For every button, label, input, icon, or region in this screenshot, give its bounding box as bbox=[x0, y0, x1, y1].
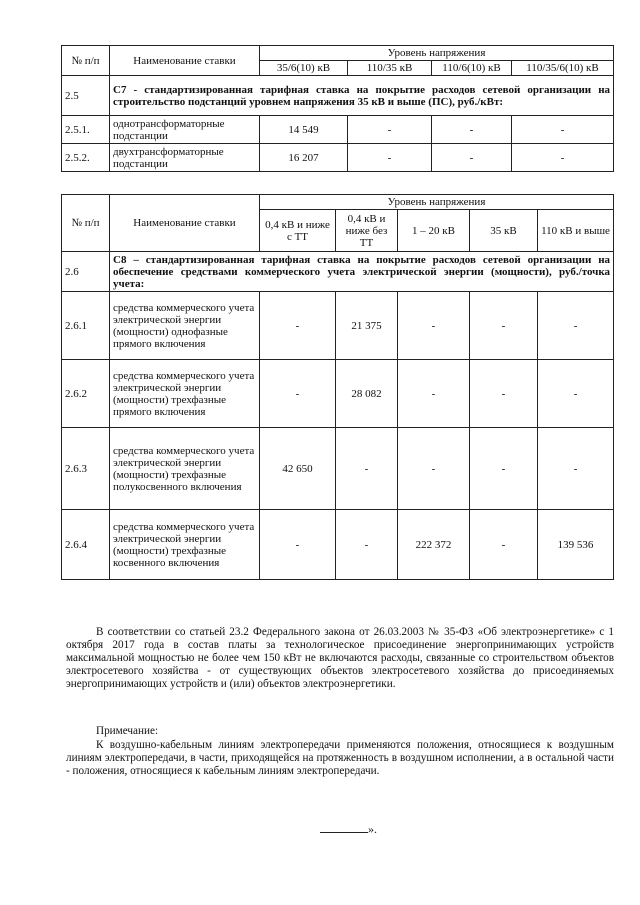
voltage-level: 35 кВ bbox=[470, 210, 538, 252]
row-value: - bbox=[538, 428, 614, 510]
voltage-level: 0,4 кВ и ниже без ТТ bbox=[336, 210, 398, 252]
row-value: 14 549 bbox=[260, 116, 348, 144]
row-name: средства коммерческого учета электрической энергии (мощности) трехфазные прямого включения bbox=[110, 360, 260, 428]
row-value: 16 207 bbox=[260, 144, 348, 172]
row-value: - bbox=[348, 144, 432, 172]
signature-line bbox=[320, 832, 368, 833]
row-number: 2.5.2. bbox=[62, 144, 110, 172]
voltage-level: 110 кВ и выше bbox=[538, 210, 614, 252]
row-value: - bbox=[336, 510, 398, 580]
tariff-table-c8 bbox=[61, 194, 614, 580]
col-header-name: Наименование ставки bbox=[110, 46, 260, 76]
row-value: - bbox=[470, 360, 538, 428]
table-row bbox=[62, 144, 614, 172]
row-number: 2.6.1 bbox=[62, 292, 110, 360]
table-row bbox=[62, 292, 614, 360]
closing-mark bbox=[320, 822, 377, 837]
voltage-level: 110/35 кВ bbox=[348, 61, 432, 76]
col-header-num: № п/п bbox=[62, 195, 110, 252]
row-value: - bbox=[538, 360, 614, 428]
table-row bbox=[62, 360, 614, 428]
row-number: 2.6.4 bbox=[62, 510, 110, 580]
row-value: - bbox=[260, 510, 336, 580]
row-value: - bbox=[398, 360, 470, 428]
row-value: - bbox=[260, 360, 336, 428]
row-value: - bbox=[432, 144, 512, 172]
row-value: 21 375 bbox=[336, 292, 398, 360]
row-value: 42 650 bbox=[260, 428, 336, 510]
section-title: С7 - стандартизированная тарифная ставка на покрытие расходов сетевой организации на строительство подстанций уровнем напряжения 35 кВ и выше (ПС), руб./кВт: bbox=[110, 76, 614, 116]
row-value: - bbox=[398, 428, 470, 510]
table-row bbox=[62, 116, 614, 144]
note-label: Примечание: bbox=[96, 725, 159, 737]
table-row bbox=[62, 510, 614, 580]
voltage-level: 35/6(10) кВ bbox=[260, 61, 348, 76]
row-name: средства коммерческого учета электрической энергии (мощности) трехфазные косвенного включения bbox=[110, 510, 260, 580]
col-header-num: № п/п bbox=[62, 46, 110, 76]
row-value: - bbox=[470, 510, 538, 580]
row-value: - bbox=[538, 292, 614, 360]
section-number: 2.5 bbox=[62, 76, 110, 116]
section-title: С8 – стандартизированная тарифная ставка на покрытие расходов сетевой организации на обеспечение средствами коммерческого учета электрической энергии (мощности), руб./точка учета: bbox=[110, 252, 614, 292]
row-value: - bbox=[336, 428, 398, 510]
row-value: - bbox=[470, 428, 538, 510]
row-value: - bbox=[260, 292, 336, 360]
row-value: - bbox=[432, 116, 512, 144]
section-number: 2.6 bbox=[62, 252, 110, 292]
col-header-name: Наименование ставки bbox=[110, 195, 260, 252]
voltage-level: 0,4 кВ и ниже с ТТ bbox=[260, 210, 336, 252]
row-name: средства коммерческого учета электрической энергии (мощности) однофазные прямого включения bbox=[110, 292, 260, 360]
row-name: средства коммерческого учета электрической энергии (мощности) трехфазные полукосвенного включения bbox=[110, 428, 260, 510]
legal-paragraph: В соответствии со статьей 23.2 Федерального закона от 26.03.2003 № 35-ФЗ «Об электроэнергетике» с 1 октября 2017 года в состав платы за технологическое присоединение энергопринимающих устройств максимальной мощностью не более чем 150 кВт не включаются расходы, связанные со строительством объектов электросетевого хозяйства - от существующих объектов электросетевого хозяйства до присоединяемых энергопринимающих устройств и (или) объектов электроэнергетики. bbox=[66, 626, 614, 690]
row-name: двухтрансформаторные подстанции bbox=[110, 144, 260, 172]
row-number: 2.6.2 bbox=[62, 360, 110, 428]
tariff-table-c7 bbox=[61, 45, 614, 172]
row-value: - bbox=[512, 144, 614, 172]
note-text: К воздушно-кабельным линиям электропередачи применяются положения, относящиеся к воздушным линиям электропередачи, в части, приходящейся на протяженность в воздушном исполнении, а в остальной части - положения, относящиеся к кабельным линиям электропередачи. bbox=[66, 739, 614, 777]
voltage-level: 110/6(10) кВ bbox=[432, 61, 512, 76]
voltage-level: 1 – 20 кВ bbox=[398, 210, 470, 252]
closing-quote: ». bbox=[368, 822, 377, 836]
row-number: 2.6.3 bbox=[62, 428, 110, 510]
row-value: 139 536 bbox=[538, 510, 614, 580]
row-value: 222 372 bbox=[398, 510, 470, 580]
row-value: - bbox=[470, 292, 538, 360]
voltage-level: 110/35/6(10) кВ bbox=[512, 61, 614, 76]
row-number: 2.5.1. bbox=[62, 116, 110, 144]
row-value: 28 082 bbox=[336, 360, 398, 428]
row-value: - bbox=[348, 116, 432, 144]
voltage-level-header: Уровень напряжения bbox=[260, 195, 614, 210]
row-value: - bbox=[512, 116, 614, 144]
voltage-level-header: Уровень напряжения bbox=[260, 46, 614, 61]
table-row bbox=[62, 428, 614, 510]
row-name: однотрансформаторные подстанции bbox=[110, 116, 260, 144]
row-value: - bbox=[398, 292, 470, 360]
